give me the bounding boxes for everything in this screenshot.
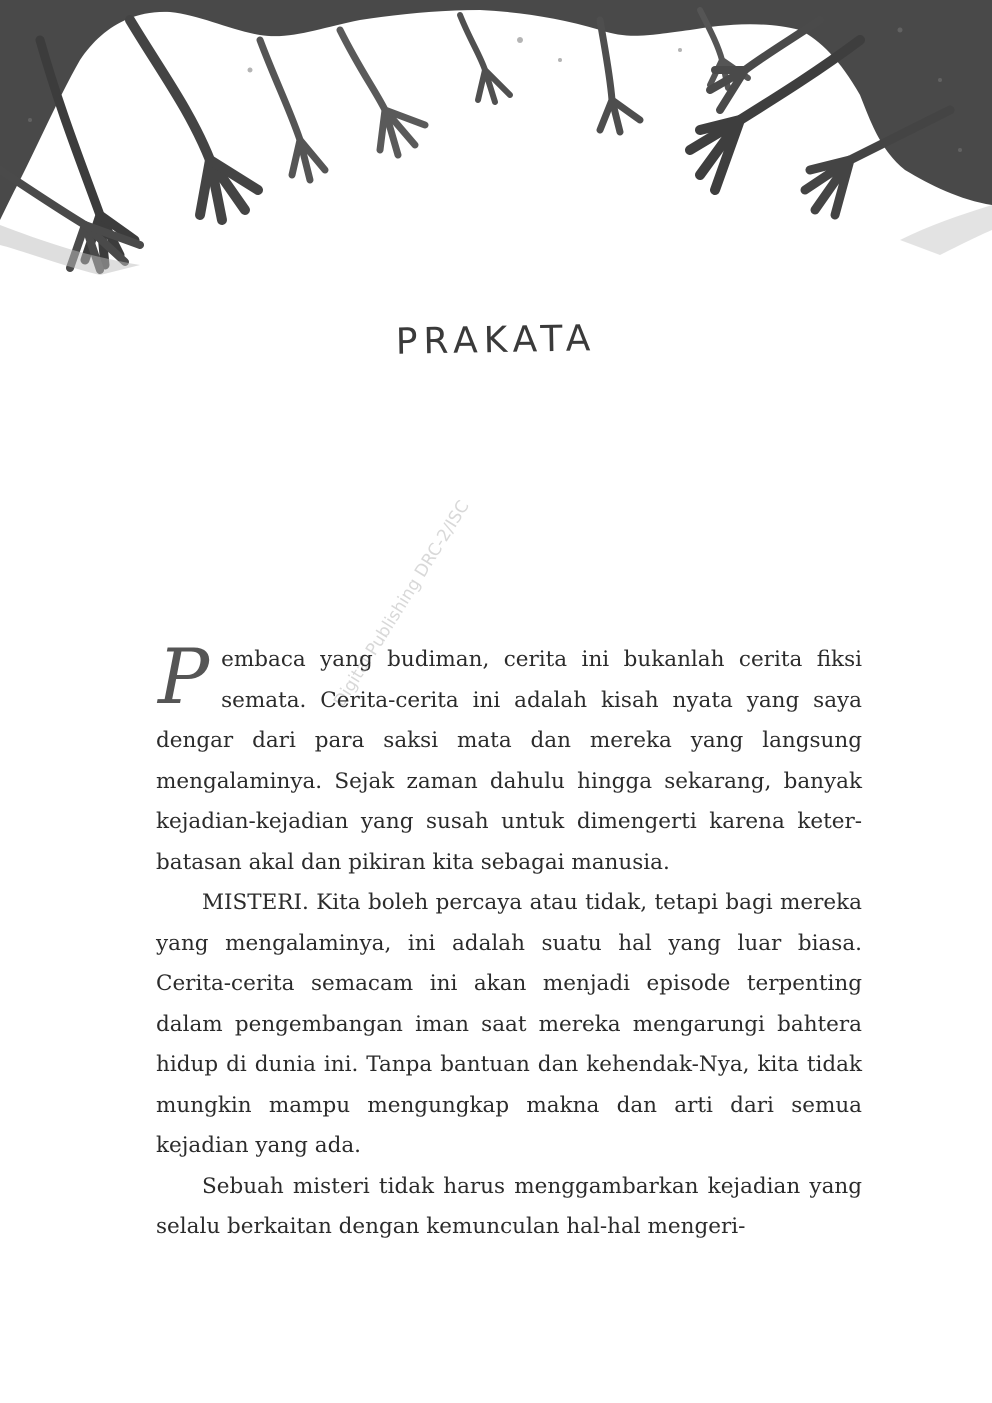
chapter-title: PRAKATA [395, 318, 597, 363]
canopy-soft-edge-right [900, 205, 992, 255]
header-illustration-hands [0, 0, 992, 290]
drop-cap: P [158, 632, 210, 721]
paragraph-3: Sebuah misteri tidak harus menggambarkan kejadian yang selalu berkaitan dengan kemunculan hal-hal mengeri- [156, 1173, 862, 1239]
body-text [156, 632, 862, 1248]
watermark: Digital Publishing DRC-2/ISC [330, 497, 474, 711]
hand-center-1-icon [340, 30, 425, 155]
paragraph-1-text: embaca yang budiman, cerita ini bukanlah cerita fiksi semata. Cerita-cerita ini adalah kisah nyata yang saya dengar dari para saksi mata dan mereka yang langsung mengalaminya. Sejak zaman dahulu hingga sekarang, banyak kejadian-kejadian yang susah untuk dimengerti karena keter-batasan akal dan pikiran kita sebagai manusia. [156, 647, 862, 875]
hand-center-2-icon [460, 15, 510, 102]
paragraph-1 [156, 632, 862, 883]
hand-left-2-icon [130, 20, 258, 220]
paragraph-2: MISTERI. Kita boleh percaya atau tidak, tetapi bagi mereka yang mengalaminya, ini adalah suatu hal yang luar biasa. Cerita-cerita semacam ini akan menjadi episode terpenting dalam pengembangan iman saat mereka mengarungi bahtera hidup di dunia ini. Tanpa bantuan dan kehendak-Nya, kita tidak mungkin mampu mengungkap makna dan arti dari semua kejadian yang ada. [156, 890, 862, 1158]
hand-left-4-icon [260, 40, 325, 180]
hand-center-3-icon [600, 20, 640, 132]
